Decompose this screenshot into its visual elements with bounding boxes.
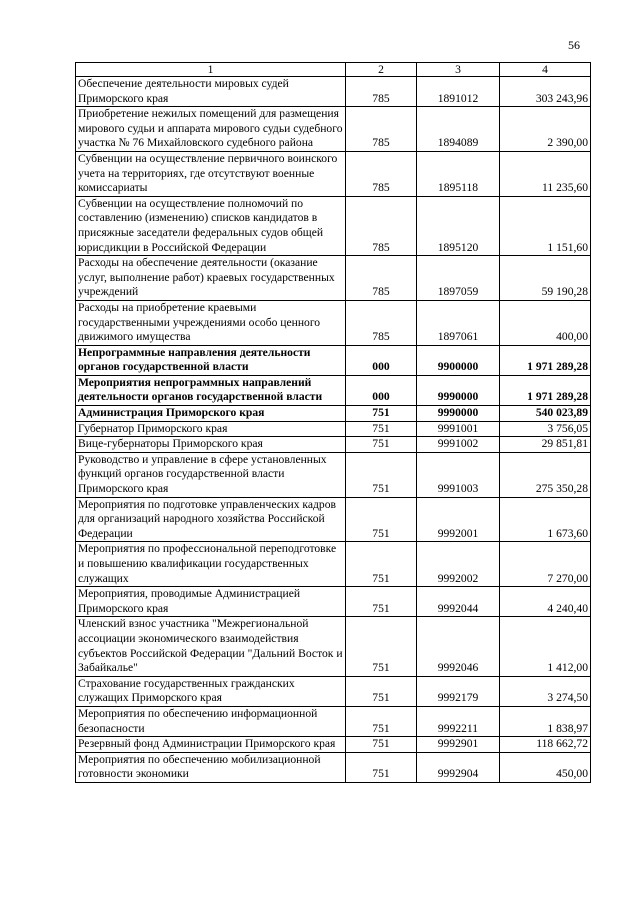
- table-row: [76, 437, 591, 453]
- row-department-cell: 751: [346, 752, 417, 782]
- row-amount-cell: 303 243,96: [500, 77, 591, 107]
- table-row: [76, 300, 591, 345]
- row-amount-cell: 1 838,97: [500, 706, 591, 736]
- budget-table: [75, 62, 591, 783]
- row-amount-cell: 400,00: [500, 300, 591, 345]
- row-department-cell: 751: [346, 737, 417, 753]
- row-name-cell: Мероприятия по обеспечению мобилизационной готовности экономики: [76, 752, 346, 782]
- row-amount-cell: 1 971 289,28: [500, 345, 591, 375]
- table-row: [76, 676, 591, 706]
- row-amount-cell: 2 390,00: [500, 107, 591, 152]
- row-amount-cell: 4 240,40: [500, 587, 591, 617]
- table-row: [76, 706, 591, 736]
- table-row: [76, 256, 591, 301]
- table-row: [76, 737, 591, 753]
- row-code-cell: 9992044: [417, 587, 500, 617]
- row-code-cell: 9992179: [417, 676, 500, 706]
- row-department-cell: 751: [346, 617, 417, 676]
- row-amount-cell: 3 274,50: [500, 676, 591, 706]
- row-department-cell: 785: [346, 256, 417, 301]
- row-code-cell: 1897061: [417, 300, 500, 345]
- row-amount-cell: 11 235,60: [500, 151, 591, 196]
- row-department-cell: 751: [346, 421, 417, 437]
- table-row: [76, 542, 591, 587]
- row-amount-cell: 7 270,00: [500, 542, 591, 587]
- row-name-cell: Обеспечение деятельности мировых судей Приморского края: [76, 77, 346, 107]
- row-department-cell: 751: [346, 497, 417, 542]
- row-code-cell: 9992046: [417, 617, 500, 676]
- row-code-cell: 9992001: [417, 497, 500, 542]
- row-name-cell: Мероприятия по профессиональной переподготовке и повышению квалификации государственных служащих: [76, 542, 346, 587]
- row-amount-cell: 118 662,72: [500, 737, 591, 753]
- table-row: [76, 452, 591, 497]
- row-department-cell: 785: [346, 196, 417, 255]
- row-department-cell: 785: [346, 151, 417, 196]
- row-code-cell: 1897059: [417, 256, 500, 301]
- row-department-cell: 751: [346, 406, 417, 422]
- row-name-cell: Мероприятия по подготовке управленческих кадров для организаций народного хозяйства Российской Федерации: [76, 497, 346, 542]
- row-code-cell: 1895118: [417, 151, 500, 196]
- row-amount-cell: 1 673,60: [500, 497, 591, 542]
- table-row: [76, 406, 591, 422]
- row-code-cell: 9991001: [417, 421, 500, 437]
- row-amount-cell: 3 756,05: [500, 421, 591, 437]
- row-name-cell: Расходы на обеспечение деятельности (оказание услуг, выполнение работ) краевых государственных учреждений: [76, 256, 346, 301]
- row-department-cell: 785: [346, 77, 417, 107]
- row-code-cell: 9990000: [417, 375, 500, 405]
- row-department-cell: 751: [346, 452, 417, 497]
- column-header-name: 1: [76, 63, 346, 77]
- row-department-cell: 000: [346, 375, 417, 405]
- row-name-cell: Расходы на приобретение краевыми государственными учреждениями особо ценного движимого имущества: [76, 300, 346, 345]
- table-row: [76, 587, 591, 617]
- column-header-code: 3: [417, 63, 500, 77]
- row-amount-cell: 1 151,60: [500, 196, 591, 255]
- row-name-cell: Страхование государственных гражданских служащих Приморского края: [76, 676, 346, 706]
- row-code-cell: 9992002: [417, 542, 500, 587]
- row-name-cell: Резервный фонд Администрации Приморского края: [76, 737, 346, 753]
- row-code-cell: 9900000: [417, 345, 500, 375]
- table-row: [76, 151, 591, 196]
- row-amount-cell: 540 023,89: [500, 406, 591, 422]
- row-department-cell: 751: [346, 587, 417, 617]
- row-amount-cell: 1 412,00: [500, 617, 591, 676]
- table-row: [76, 107, 591, 152]
- row-department-cell: 751: [346, 437, 417, 453]
- column-header-amount: 4: [500, 63, 591, 77]
- row-name-cell: Руководство и управление в сфере установленных функций органов государственной власти Приморского края: [76, 452, 346, 497]
- row-department-cell: 751: [346, 676, 417, 706]
- row-name-cell: Субвенции на осуществление полномочий по составлению (изменению) списков кандидатов в присяжные заседатели федеральных судов общей юрисдикции в Российской Федерации: [76, 196, 346, 255]
- row-code-cell: 9992901: [417, 737, 500, 753]
- row-name-cell: Мероприятия, проводимые Администрацией Приморского края: [76, 587, 346, 617]
- row-code-cell: 1895120: [417, 196, 500, 255]
- row-code-cell: 1891012: [417, 77, 500, 107]
- table-row: [76, 77, 591, 107]
- table-row: [76, 345, 591, 375]
- row-name-cell: Губернатор Приморского края: [76, 421, 346, 437]
- row-amount-cell: 450,00: [500, 752, 591, 782]
- row-amount-cell: 1 971 289,28: [500, 375, 591, 405]
- row-name-cell: Субвенции на осуществление первичного воинского учета на территориях, где отсутствуют военные комиссариаты: [76, 151, 346, 196]
- row-code-cell: 9991002: [417, 437, 500, 453]
- row-amount-cell: 59 190,28: [500, 256, 591, 301]
- row-name-cell: Приобретение нежилых помещений для размещения мирового судьи и аппарата мирового судьи судебного участка № 76 Михайловского судебного района: [76, 107, 346, 152]
- row-amount-cell: 275 350,28: [500, 452, 591, 497]
- table-row: [76, 752, 591, 782]
- table-row: [76, 375, 591, 405]
- table-row: [76, 196, 591, 255]
- row-department-cell: 751: [346, 542, 417, 587]
- row-code-cell: 9992211: [417, 706, 500, 736]
- row-department-cell: 000: [346, 345, 417, 375]
- row-department-cell: 785: [346, 107, 417, 152]
- column-header-department: 2: [346, 63, 417, 77]
- row-code-cell: 9992904: [417, 752, 500, 782]
- row-code-cell: 9990000: [417, 406, 500, 422]
- page-number: 56: [568, 38, 580, 52]
- row-code-cell: 1894089: [417, 107, 500, 152]
- row-code-cell: 9991003: [417, 452, 500, 497]
- row-name-cell: Мероприятия по обеспечению информационной безопасности: [76, 706, 346, 736]
- row-name-cell: Вице-губернаторы Приморского края: [76, 437, 346, 453]
- table-row: [76, 421, 591, 437]
- row-department-cell: 785: [346, 300, 417, 345]
- header-row: [76, 63, 591, 77]
- row-amount-cell: 29 851,81: [500, 437, 591, 453]
- row-name-cell: Администрация Приморского края: [76, 406, 346, 422]
- table-row: [76, 497, 591, 542]
- table-row: [76, 617, 591, 676]
- row-name-cell: Членский взнос участника "Межрегиональной ассоциации экономического взаимодействия субъектов Российской Федерации "Дальний Восток и Забайкалье": [76, 617, 346, 676]
- row-name-cell: Непрограммные направления деятельности органов государственной власти: [76, 345, 346, 375]
- row-department-cell: 751: [346, 706, 417, 736]
- row-name-cell: Мероприятия непрограммных направлений деятельности органов государственной власти: [76, 375, 346, 405]
